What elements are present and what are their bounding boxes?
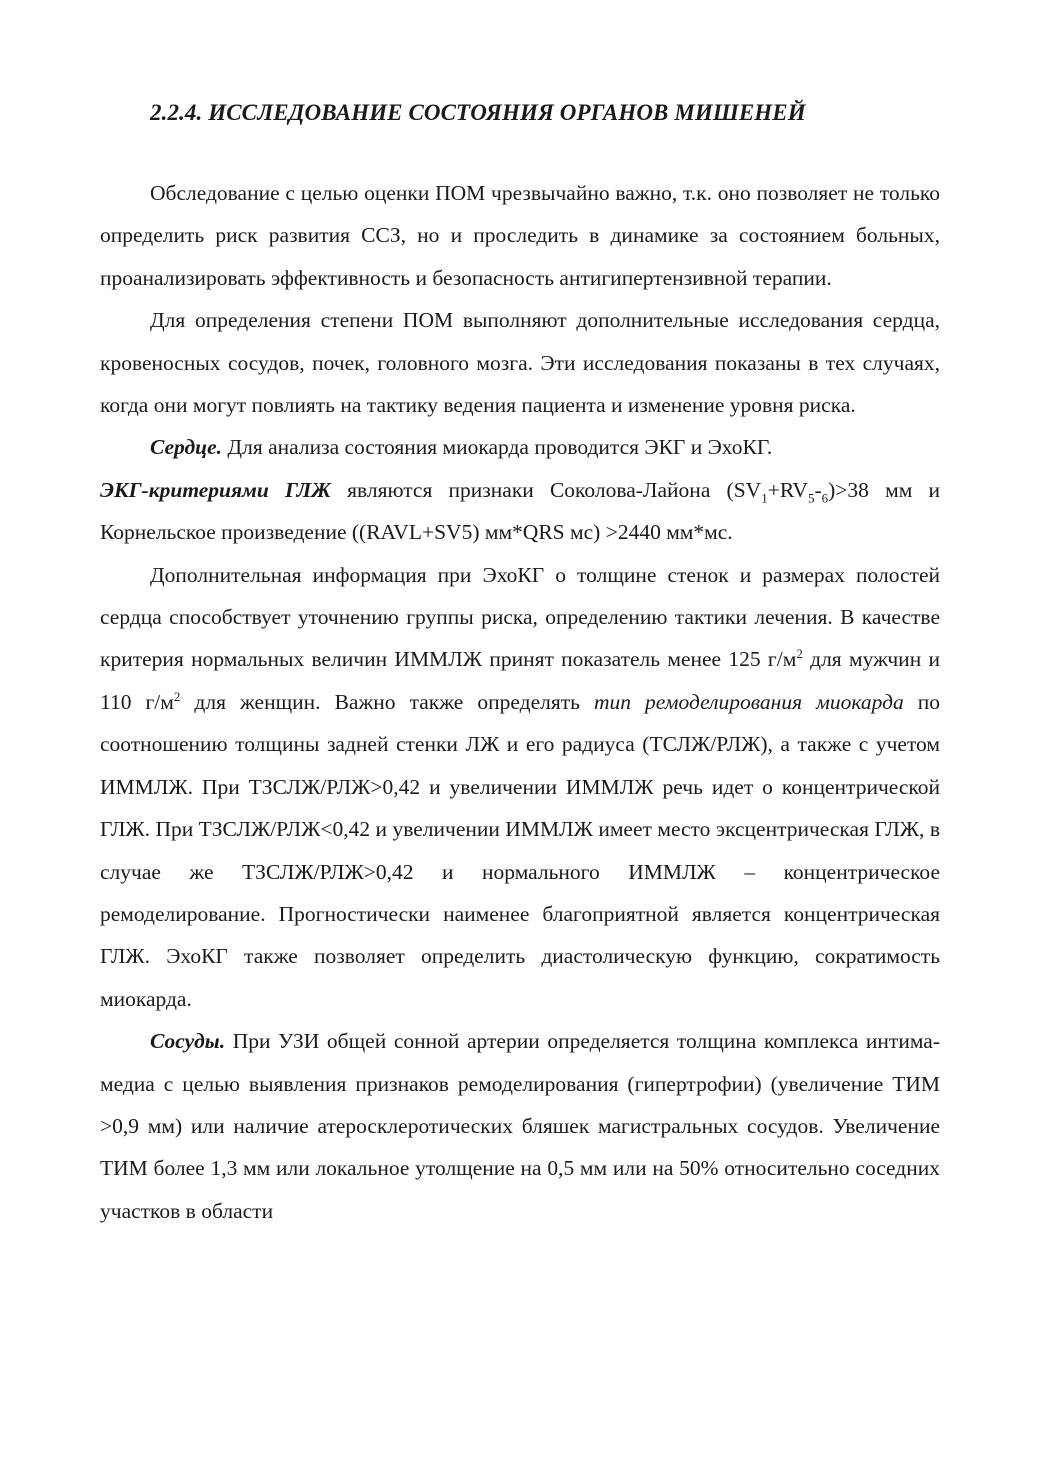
paragraph-vessels (100, 1020, 940, 1232)
document-page (100, 92, 940, 1232)
paragraph-echo: Дополнительная информация при ЭхоКГ о толщине стенок и размерах полостей сердца способствует уточнению группы риска, определению тактики лечения. В качестве критерия нормальных величин ИММЛЖ принят показатель менее 125 $г/м^2$ для мужчин и 110 $г/м^2$ для женщин. Важно также определять тип ремоделирования миокарда по соотношению толщины задней стенки ЛЖ и его радиуса (ТСЛЖ/РЛЖ), а также с учетом ИММЛЖ. При ТЗСЛЖ/РЛЖ>0,42 и увеличении ИММЛЖ речь идет о концентрической ГЛЖ. При ТЗСЛЖ/РЛЖ<0,42 и увеличении ИММЛЖ имеет место эксцентрическая ГЛЖ, в случае же ТЗСЛЖ/РЛЖ>0,42 и нормального ИММЛЖ – концентрическое ремоделирование. Прогностически наименее благоприятной является концентрическая ГЛЖ. ЭхоКГ также позволяет определить диастолическую функцию, сократимость миокарда. (100, 562, 941, 1011)
remodeling-type-term: тип ремоделирования миокарда (593, 689, 904, 714)
vessels-lead: Сосуды. (150, 1029, 226, 1054)
vessels-text: При УЗИ общей сонной артерии определяется толщина комплекса интима-медиа с целью выявления признаков ремоделирования (гипертрофии) (увеличение ТИМ >0,9 мм) или наличие атеросклеротических бляшек магистральных сосудов. Увеличение ТИМ более 1,3 мм или локальное утолщение на 0,5 мм или на 50% относительно соседних участков в области (100, 1029, 940, 1223)
heart-text: Для анализа состояния миокарда проводится ЭКГ и ЭхоКГ. (222, 435, 773, 460)
paragraph-intro: Обследование с целью оценки ПОМ чрезвычайно важно, т.к. оно позволяет не только определить риск развития ССЗ, но и проследить в динамике за состоянием больных, проанализировать эффективность и безопасность антигипертензивной терапии. (100, 181, 940, 290)
section-heading: 2.2.4. ИССЛЕДОВАНИЕ СОСТОЯНИЯ ОРГАНОВ МИШЕНЕЙ (150, 100, 806, 125)
heart-lead: Сердце. (150, 435, 223, 460)
paragraph-ecg-criteria: ЭКГ-критериями ГЛЖ являются признаки Соколова-Лайона $(SV_1+RV_5-_6)>38$ мм и Корнельское произведение ((RAVL+SV5) мм*QRS мс) >2440 мм*мс. (100, 477, 940, 545)
paragraph-pom-degree: Для определения степени ПОМ выполняют дополнительные исследования сердца, кровеносных сосудов, почек, головного мозга. Эти исследования показаны в тех случаях, когда они могут повлиять на тактику ведения пациента и изменение уровня риска. (100, 308, 940, 418)
paragraph-heart (100, 426, 940, 468)
ecg-lead: ЭКГ-критериями ГЛЖ (100, 477, 331, 502)
